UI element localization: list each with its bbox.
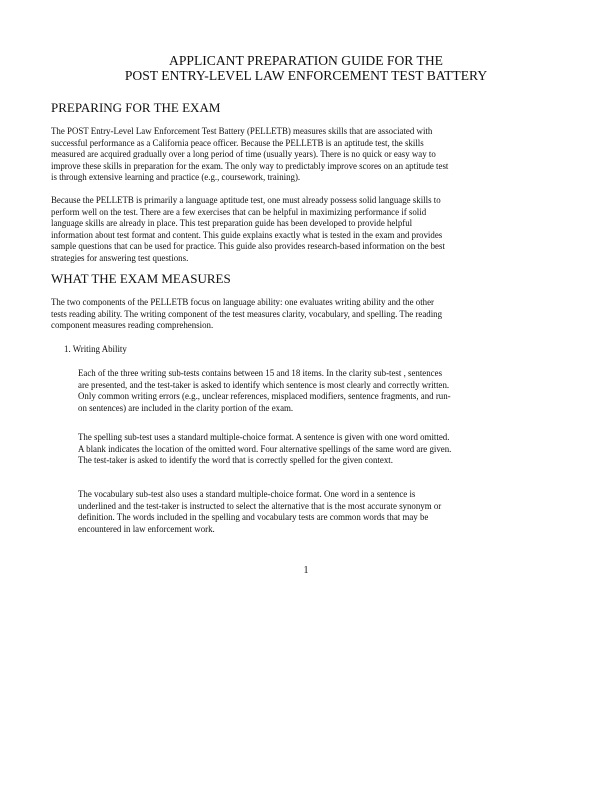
- section-heading-preparing: PREPARING FOR THE EXAM: [51, 100, 221, 115]
- paragraph-measures-1: The two components of the PELLETB focus on language ability: one evaluates writing ability and the other tests reading ability. The writing component of the test measures clarity, vocabulary, and spelling. The reading component measures reading comprehension.: [51, 297, 443, 331]
- document-title-line-1: APPLICANT PREPARATION GUIDE FOR THE: [169, 53, 443, 68]
- paragraph-preparing-2: Because the PELLETB is primarily a language aptitude test, one must already possess solid language skills to perform well on the test. There are a few exercises that can be helpful in maximizing performance if solid language skills are already in place. This test preparation guide has been developed to provide helpful information about test format and content. This guide explains exactly what is tested in the exam and provides sample questions that can be used for practice. This guide also provides research-based information on the best strategies for answering test questions.: [51, 195, 445, 263]
- section-heading-measures: WHAT THE EXAM MEASURES: [51, 271, 231, 286]
- document-title-line-2: POST ENTRY-LEVEL LAW ENFORCEMENT TEST BATTERY: [124, 68, 488, 83]
- list-item-writing-ability: 1. Writing Ability: [64, 344, 127, 354]
- page-number: 1: [303, 565, 309, 576]
- paragraph-clarity-subtest: Each of the three writing sub-tests contains between 15 and 18 items. In the clarity sub-test , sentences are presented, and the test-taker is asked to identify which sentence is most clearly and correctly written. Only common writing errors (e.g., unclear references, misplaced modifiers, sentence fragments, and run-on sentences) are included in the clarity portion of the exam.: [78, 368, 451, 413]
- paragraph-vocabulary-subtest: The vocabulary sub-test also uses a standard multiple-choice format. One word in a sentence is underlined and the test-taker is instructed to select the alternative that is the most accurate synonym or definition. The words included in the spelling and vocabulary tests are common words that may be encountered in law enforcement work.: [78, 489, 442, 534]
- paragraph-preparing-1: The POST Entry-Level Law Enforcement Test Battery (PELLETB) measures skills that are associated with successful performance as a California peace officer. Because the PELLETB is an aptitude test, the skills measured are acquired gradually over a long period of time (usually years). There is no quick or easy way to improve these skills in preparation for the exam. The only way to predictably improve scores on an aptitude test is through extensive learning and practice (e.g., coursework, training).: [51, 126, 449, 183]
- paragraph-spelling-subtest: The spelling sub-test uses a standard multiple-choice format. A sentence is given with one word omitted. A blank indicates the location of the omitted word. Four alternative spellings of the same word are given. The test-taker is asked to identify the word that is correctly spelled for the given context.: [78, 432, 452, 466]
